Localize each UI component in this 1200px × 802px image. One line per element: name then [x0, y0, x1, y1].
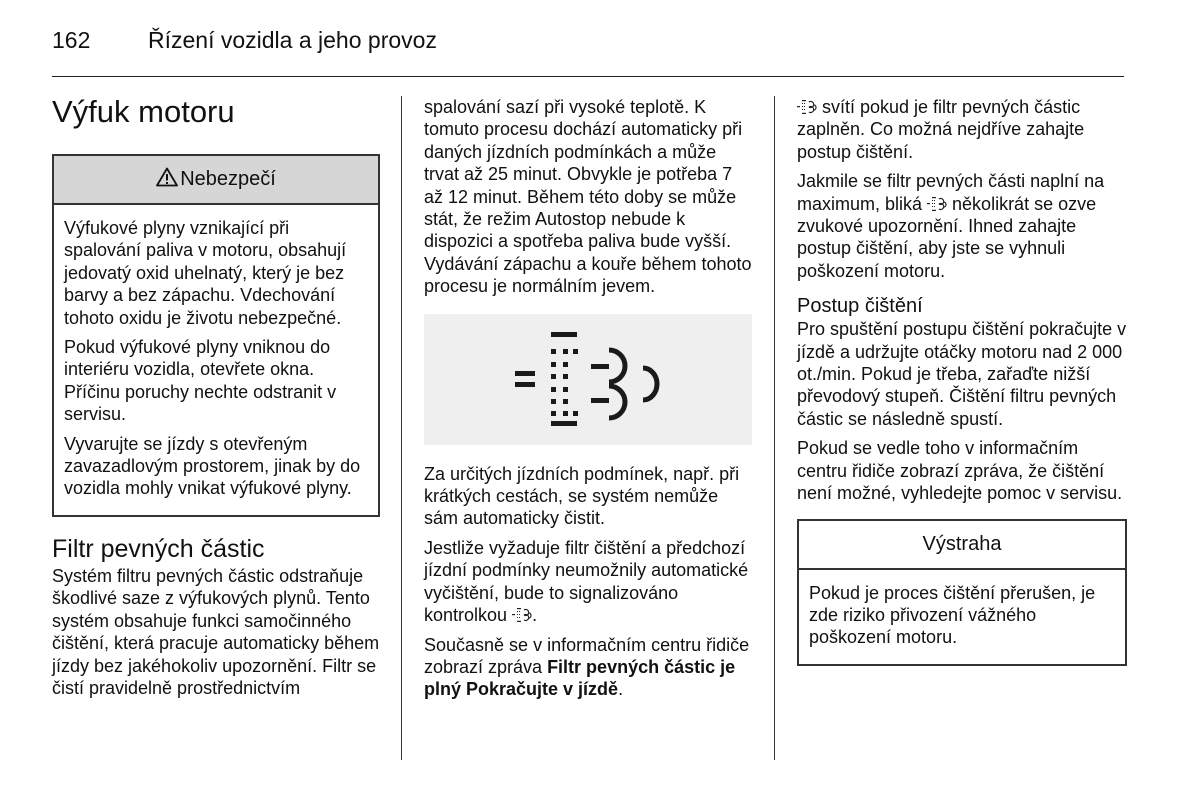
body-paragraph: [797, 170, 1127, 282]
text-run: Jakmile se filtr pevných části naplní na maximum, bliká: [797, 171, 1105, 214]
diesel-particulate-filter-icon: [513, 324, 663, 434]
danger-paragraph: Vyvarujte se jízdy s otevřeným zavazadlovým prostorem, jinak by do vozidla mohly vnikat výfukové plyny.: [64, 433, 361, 499]
column-1: [52, 92, 380, 706]
dpf-inline-icon: [797, 99, 817, 115]
body-paragraph: Za určitých jízdních podmínek, např. při krátkých cestách, se systém nemůže sám automaticky čistit.: [424, 463, 740, 529]
danger-box-body: [54, 205, 378, 515]
danger-paragraph: Výfukové plyny vznikající při spalování paliva v motoru, obsahují jedovatý oxid uhelnatý, který je bez barvy a bez zápachu. Vdechování tohoto oxidu je životu nebezpečné.: [64, 218, 347, 328]
danger-paragraph: Pokud výfukové plyny vniknou do interiéru vozidla, otevřete okna. Příčinu poruchy nechte odstranit v servisu.: [64, 337, 337, 425]
warning-text: Pokud je proces čištění přerušen, je zde riziko přivození vážného poškození motoru.: [809, 582, 1096, 648]
section-title-dpf: Filtr pevných částic: [52, 534, 265, 563]
text-run: .: [532, 605, 538, 626]
chapter-title: Řízení vozidla a jeho provoz: [148, 27, 437, 53]
warning-triangle-icon: [156, 167, 178, 187]
page-number: 162: [52, 27, 91, 53]
message-text: Filtr pevných částic je plný Pokračujte v jízdě: [424, 656, 736, 700]
warning-box-body: [799, 570, 1125, 664]
column-3: [797, 96, 1127, 666]
column-divider: [401, 96, 402, 760]
warning-box: [797, 519, 1127, 666]
danger-label: Nebezpečí: [180, 168, 276, 190]
body-paragraph: Systém filtru pevných částic odstraňuje škodlivé saze z výfukových plynů. Tento systém obsahuje funkci samočinného čištění, která pracuje automaticky během jízdy bez jakéhokoliv upozornění. Filtr se čistí pravidelně prostřednictvím: [52, 565, 380, 698]
dpf-inline-icon: [927, 196, 947, 212]
section-title-exhaust: Výfuk motoru: [52, 94, 235, 129]
warning-box-header: [799, 521, 1125, 570]
body-paragraph: [424, 537, 754, 627]
text-run: svítí pokud je filtr pevných částic zaplněn. Co možná nejdříve zahajte postup čištění.: [797, 97, 1085, 162]
column-divider: [774, 96, 775, 760]
body-paragraph: [797, 96, 1127, 163]
danger-box: [52, 154, 380, 517]
dpf-inline-icon: [512, 607, 532, 623]
body-paragraph: [424, 634, 754, 701]
page-header: [52, 24, 1124, 77]
warning-label: Výstraha: [922, 532, 1002, 555]
text-run: Současně se v informačním centru řidiče zobrazí zpráva: [424, 634, 750, 677]
text-run: několikrát se ozve zvukové upozornění. Ihned zahajte postup čištění, aby jste se vyhnuli poškození motoru.: [797, 193, 1097, 281]
body-paragraph: Pro spuštění postupu čištění pokračujte v jízdě a udržujte otáčky motoru nad 2 000 ot./min. Pokud je třeba, zařaďte nižší převodový stupeň. Čištění filtru pevných částic se následně spustí.: [797, 319, 1127, 429]
dpf-indicator-figure: [424, 314, 752, 445]
text-run: .: [618, 679, 624, 700]
text-run: Jestliže vyžaduje filtr čištění a předchozí jízdní podmínky neumožnily automatické vyčištění, bude to signalizováno kontrolkou: [424, 537, 749, 626]
subsection-title-cleaning: Postup čištění: [797, 295, 923, 318]
body-paragraph: spalování sazí při vysoké teplotě. K tomuto procesu dochází automaticky při daných jízdních podmínkách a může trvat až 25 minut. Obvykle je potřeba 7 až 12 minut. Během této doby se může stát, že režim Autostop nebude k dispozici a spotřeba paliva bude vyšší. Vydávání zápachu a kouře během tohoto procesu je normálním jevem.: [424, 97, 752, 297]
column-2: [424, 96, 754, 708]
body-paragraph: Pokud se vedle toho v informačním centru řidiče zobrazí zpráva, že čištění není možné, vyhledejte pomoc v servisu.: [797, 438, 1123, 504]
danger-box-header: [54, 156, 378, 205]
